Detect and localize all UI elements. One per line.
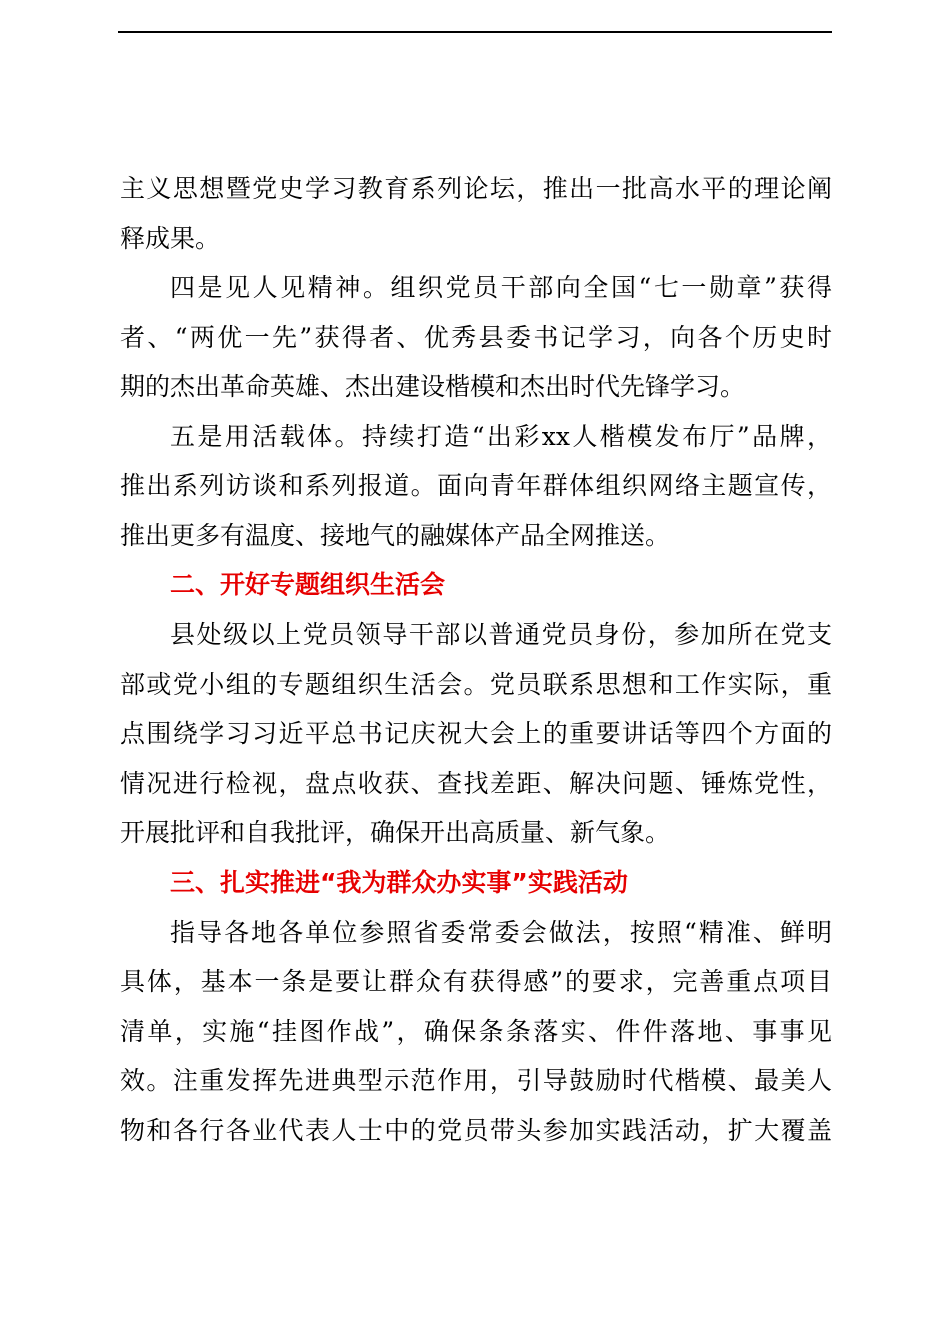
body-line: 推出更多有温度、接地气的融媒体产品全网推送。 <box>120 521 671 550</box>
body-line: 县处级以上党员领导干部以普通党员身份，参加所在党支 <box>170 620 832 649</box>
body-line: 部或党小组的专题组织生活会。党员联系思想和工作实际，重 <box>120 670 832 699</box>
body-line: 五是用活载体。持续打造“出彩xx人楷模发布厅”品牌， <box>170 422 832 451</box>
body-line: 释成果。 <box>120 224 221 253</box>
section-heading-2: 二、开好专题组织生活会 <box>170 570 446 599</box>
body-line: 四是见人见精神。组织党员干部向全国“七一勋章”获得 <box>170 273 832 302</box>
body-line: 效。注重发挥先进典型示范作用，引导鼓励时代楷模、最美人 <box>120 1066 832 1095</box>
header-rule <box>118 31 832 33</box>
body-line: 者、“两优一先”获得者、优秀县委书记学习，向各个历史时 <box>120 323 832 352</box>
section-heading-3: 三、扎实推进“我为群众办实事”实践活动 <box>170 868 628 897</box>
body-line: 开展批评和自我批评，确保开出高质量、新气象。 <box>120 818 671 847</box>
body-line: 物和各行各业代表人士中的党员带头参加实践活动，扩大覆盖 <box>120 1116 832 1145</box>
body-line: 清单，实施“挂图作战”，确保条条落实、件件落地、事事见 <box>120 1017 832 1046</box>
body-line: 期的杰出革命英雄、杰出建设楷模和杰出时代先锋学习。 <box>120 372 746 401</box>
body-line: 具体，基本一条是要让群众有获得感”的要求，完善重点项目 <box>120 967 832 996</box>
body-line: 情况进行检视，盘点收获、查找差距、解决问题、锤炼党性， <box>120 769 832 798</box>
body-line: 主义思想暨党史学习教育系列论坛，推出一批高水平的理论阐 <box>120 174 832 203</box>
body-line: 推出系列访谈和系列报道。面向青年群体组织网络主题宣传， <box>120 471 832 500</box>
body-line: 点围绕学习习近平总书记庆祝大会上的重要讲话等四个方面的 <box>120 719 832 748</box>
body-line: 指导各地各单位参照省委常委会做法，按照“精准、鲜明 <box>170 918 832 947</box>
